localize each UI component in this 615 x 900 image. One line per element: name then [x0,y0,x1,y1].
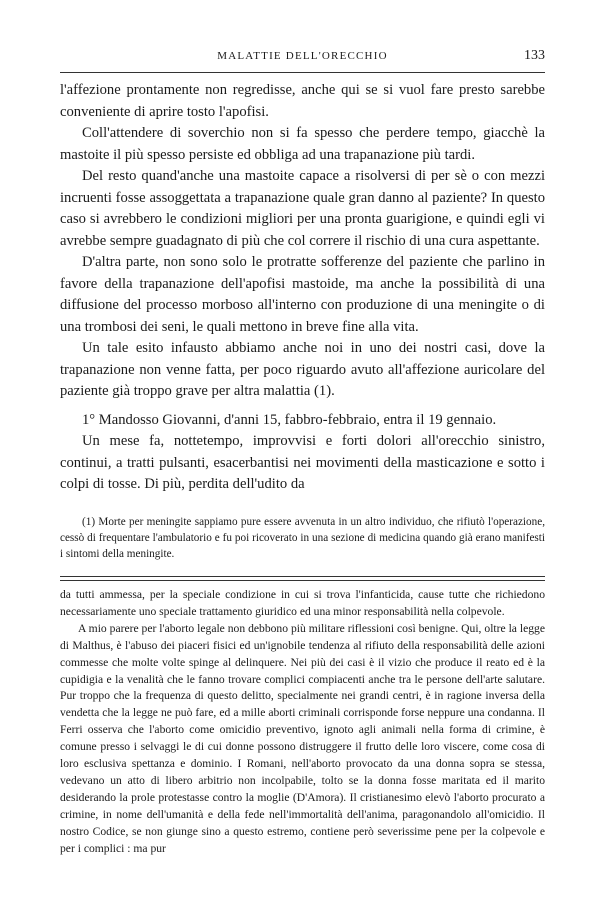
paragraph: Un mese fa, nottetempo, improvvisi e forti dolori all'orecchio sinistro, continui, a tratti pulsanti, esacerbantisi nei movimenti della masticazione e sotto i colpi di tosse. Di più, perdita dell'udito da [60,433,545,492]
paragraph: Del resto quand'anche una mastoite capace a risolversi di per sè o con mezzi incruenti fosse assoggettata a trapanazione quale gran danno al paziente? In questo caso si avrebbero le condizioni migliori per una pronta guarigione, e quindi egli vi avrebbe sempre guadagnato di più che col correre il rischio di una cura aspettante. [60,168,545,249]
paragraph: Coll'attendere di soverchio non si fa spesso che perdere tempo, giacchè la mastoite il più spesso persiste ed obbliga ad una trapanazione più tardi. [60,125,545,163]
page-divider [60,580,545,581]
paragraph: A mio parere per l'aborto legale non debbono più militare riflessioni così benigne. Qui, oltre la legge di Malthus, è l'abuso dei piaceri fisici ed un'ignobile tendenza al rifiuto della responsabilità delle azioni commesse che molte volte spinge al delinquere. Nei più dei casi è il vizio che produce il reato ed è la cupidigia e la venalità che le fanno trovare complici compiacenti anche tra le persone dell'arte salutare. Pur troppo che la frequenza di questo delitto, specialmente nei grandi centri, è in ragione inversa della vendetta che la legge ne può fare, ed a mille aborti criminali corrisponde forse neppure una condanna. Il Ferri osserva che l'aborto come omicidio preventivo, ignoto agli animali nella forma di crimine, è comune presso i selvaggi le di cui donne possono distruggere il frutto delle loro viscere, come cosa di loro esclusiva spettanza e dominio. I Romani, nell'aborto provocato da una donna sopra se stessa, vedevano un atto di libero arbitrio non incolpabile, tolto se la donna fosse maritata ed il marito desiderando la prole protestasse contro la moglie (D'Amora). Il cristianesimo elevò l'aborto procurato a crimine, in nome dell'umanità e della fede nell'immortalità dell'anima, paragonandolo all'omicidio. Il nostro Codice, se non giunge sino a questo estremo, contiene però severissime pene per la colpevole e per i complici : ma pur [60,621,545,855]
bleed-through-text [60,587,545,858]
case-heading-paragraph: 1° Mandosso Giovanni, d'anni 15, fabbro-febbraio, entra il 19 gennaio. [82,411,497,428]
paragraph: da tutti ammessa, per la speciale condizione in cui si trova l'infanticida, cause tutte che richiedono necessariamente uno speciale trattamento giuridico ed una minor responsabilità nella colpevole. [60,588,545,618]
running-title: MALATTIE DELL'ORECCHIO [217,50,388,62]
page-number: 133 [524,48,545,63]
main-text [60,80,545,496]
page-divider [60,576,545,577]
footnote-text: (1) Morte per meningite sappiamo pure essere avvenuta in un altro individuo, che rifiutò l'operazione, cessò di frequentare l'ambulatorio e fu poi ricoverato in una sezione di medicina quando già erano manifesti i sintomi della meningite. [60,516,545,560]
paragraph: D'altra parte, non sono solo le protratte sofferenze del paziente che parlino in favore della trapanazione dell'apofisi mastoide, ma anche la possibilità di una diffusione del processo morboso all'interno con produzione di una meningite o di una trombosi dei seni, le quali mettono in breve fine alla vita. [60,254,545,335]
paragraph: l'affezione prontamente non regredisse, anche qui se si vuol fare presto sarebbe conveniente di aprire tosto l'apofisi. [60,82,545,120]
paragraph: Un tale esito infausto abbiamo anche noi in uno dei nostri casi, dove la trapanazione non venne fatta, per poco riguardo avuto all'affezione auricolare del paziente già troppo grave per altra malattia (1). [60,340,545,399]
footnote [60,514,545,562]
running-header [60,44,545,73]
